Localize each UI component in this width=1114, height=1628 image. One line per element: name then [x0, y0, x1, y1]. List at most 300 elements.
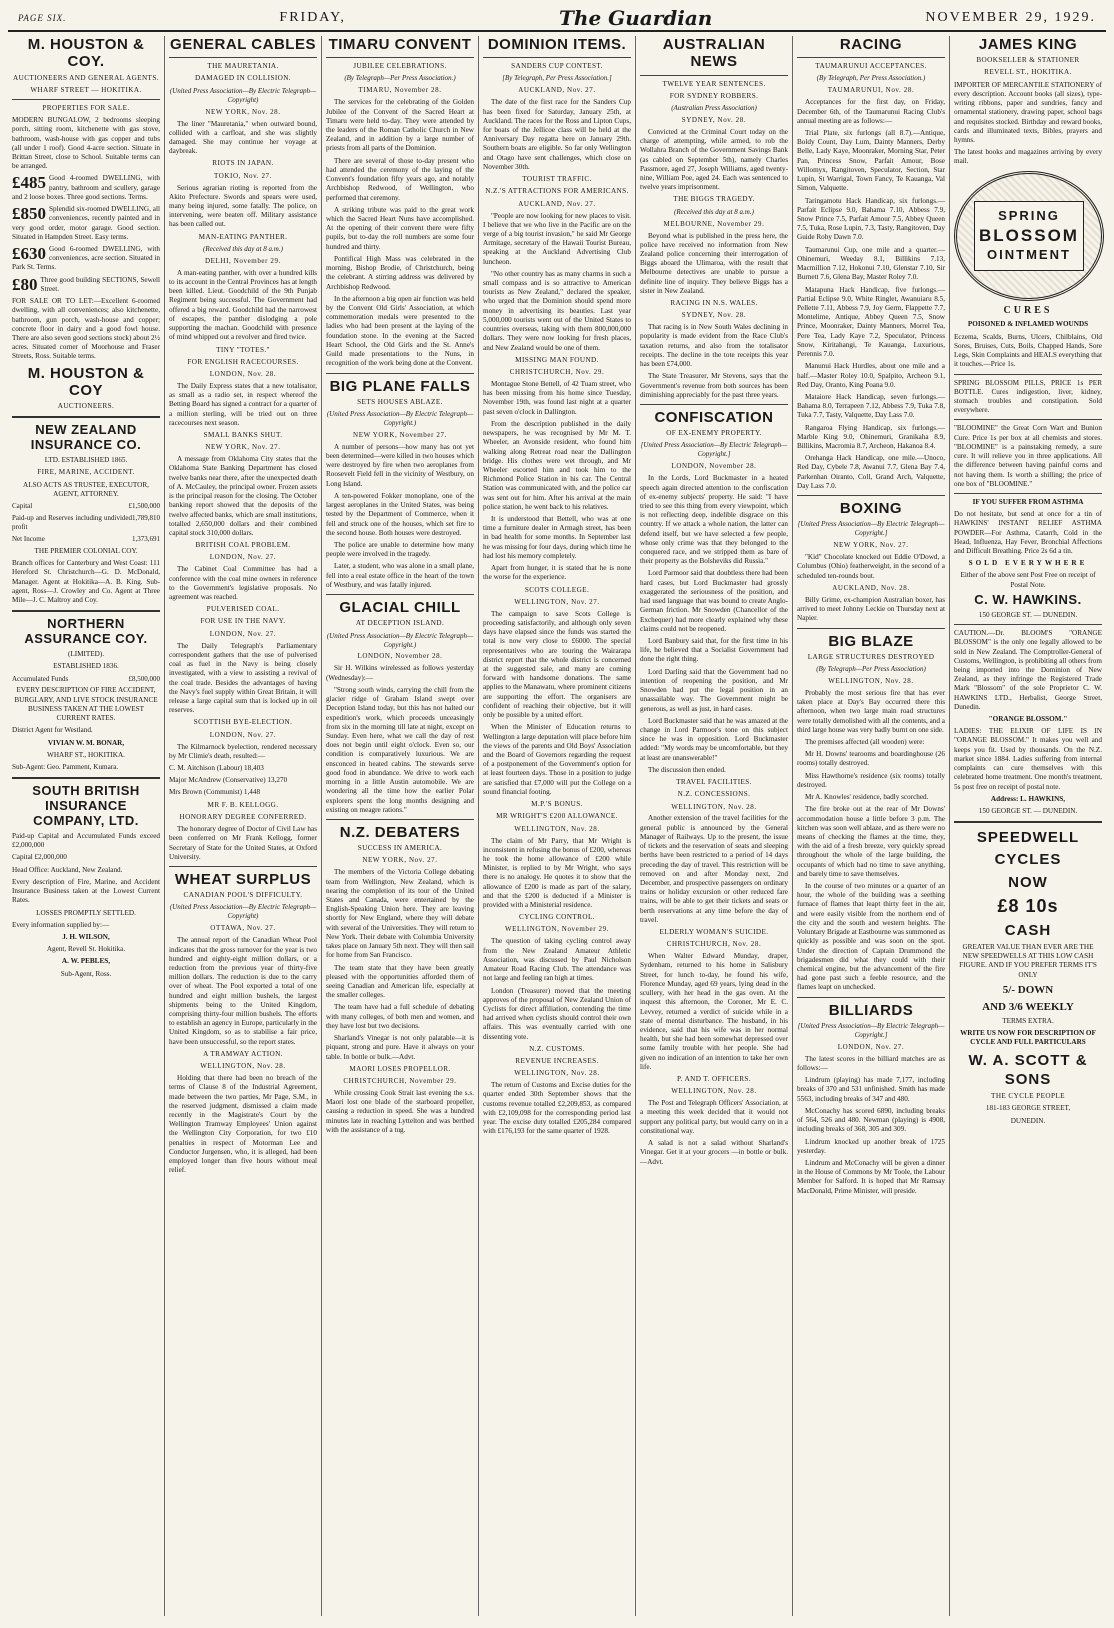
article-text: The services for the celebrating of the Golden Jubilee of the Convent of the Sacred Heart at Timaru were held to-day. They were attended by the leaders of the Roman Catholic Church in New Zealand, and in addition by a large number of priests from all parts of the Dominion.: [326, 98, 474, 153]
sbi-office: Head Office: Auckland, New Zealand.: [12, 865, 123, 874]
northern-established: ESTABLISHED 1836.: [53, 662, 119, 671]
election-result: Major McAndrew (Conservative) 13,270: [169, 776, 288, 785]
pills-text: SPRING BLOSSOM PILLS, PRICE 1s PER BOTTLE. Cures indigestion, liver, kidney, stomach troubles and constipation. Sold everywhere.: [954, 378, 1102, 415]
press-credit: (Australian Press Association): [671, 103, 757, 112]
article-text: Convicted at the Criminal Court today on the charge of attempting, while armed, to rob the Wollahra Branch of the Government Savings Bank (as cabled on September 5th), namely Charles Passmore, aged 27, Joseph Williams, aged twenty-nine, William Poe, aged 24. Each was sentenced to twelve years imprisonment.: [640, 127, 788, 192]
divider: [797, 628, 945, 629]
divider: [640, 75, 788, 76]
houston-address: WHARF STREET — HOKITIKA.: [30, 85, 142, 94]
article-headline: JUBILEE CELEBRATIONS.: [353, 62, 447, 71]
article-text: A ten-powered Fokker monoplane, one of the largest aeroplanes in the United States, was being tested by the Department of Commerce, when it fell and struck one of the houses, which set fire to the second house. Both houses were destroyed.: [326, 491, 474, 537]
james-king-subtitle: BOOKSELLER & STATIONER: [976, 56, 1080, 65]
article-text: Lord Parmoor said that doubtless there had been hard cases, but Lord Buckmaster had grossly exaggerated the seriousness of the position, and had used language that was bound to create Anglo-German friction. Mr Snowden (Chancellor of the Exchequer) had more clearly explained why these claims could not be reopened.: [640, 569, 788, 633]
article-text: Lord Darling said that the Government had no intention of reopening the position, and Mr Snowden had put the legal position in an unassailable way. The Government might be generous, as well as just, in hard cases.: [640, 667, 788, 713]
section-title: BILLIARDS: [828, 1001, 914, 1019]
received-note: (Received this day at 8 a.m.): [674, 207, 754, 216]
article-text: The annual report of the Canadian Wheat Pool indicates that the gross turnover for the year is two hundred and eighty-eight million dollars, or a reduction from the previous year of thirty-five million dollars. The reduction is due to the carry over of wheat. The Pool exported a total of one hundred and eight million bushels, the largest shipments being to the United Kingdom, comprising thirty-four million bushels. The efforts to establish an agency in Europe, particularly in the United Kingdom, so as to stabilise a fair price, have been unsuccessful, so the report states.: [169, 936, 317, 1046]
article-text: "Kid" Chocolate knocked out Eddie O'Dowd, a Columbus (Ohio) featherweight, in the second of a scheduled ten-rounds bout.: [797, 553, 945, 580]
property-description: Splendid six-roomed DWELLING, all conveniences, recently painted and in very good order, motor garage. Good section. Situated in Hampden Street. Easy terms.: [12, 205, 160, 241]
article-text: Later, a student, who was alone in a small plane, fell into a real estate office in the heart of the town of Westbury, and was fatally injured.: [326, 562, 474, 589]
district-agent: District Agent for Westland.: [12, 726, 93, 735]
article-text: Billy Grime, ex-champion Australian boxer, has arrived to meet Johnny Leckie on Thursday next at Napier.: [797, 595, 945, 623]
funds-label: Accumulated Funds: [12, 674, 69, 683]
article-text: Apart from hunger, it is stated that he is none the worse for the experience.: [483, 564, 631, 582]
speedwell-title: SPEEDWELL: [976, 829, 1080, 847]
spring-blossom-seal-icon: [954, 171, 1104, 301]
article-subheadline: HONORARY DEGREE CONFERRED.: [179, 812, 307, 821]
dateline: LONDON, Nov. 27.: [209, 629, 277, 638]
article-subheadline: N.Z.'S ATTRACTIONS FOR AMERICANS.: [485, 187, 629, 196]
article-subheadline: FOR USE IN THE NAVY.: [200, 617, 286, 626]
divider: [954, 493, 1102, 494]
divider: [326, 594, 474, 595]
dateline: LONDON, Nov. 28.: [209, 370, 277, 378]
article-headline: TAUMARUNUI ACCEPTANCES.: [815, 62, 927, 71]
bloomine-text: "BLOOMINE" the Great Corn Wart and Bunion Cure. Price 1s per box at all chemists and stores. "BLOOMINE" is a painstaking remedy, a sure cure. It will relieve you in three applications. All the difference between having painful corns and not having them. Is worth a shilling; the price of one box of "BLOOMINE.": [954, 424, 1102, 488]
now-label: NOW: [1008, 873, 1048, 891]
agent-address: Agent, Revell St. Hokitika.: [46, 945, 126, 954]
article-text: The Kilmarnock byelection, rendered necessary by Mr Climie's death, resulted:—: [169, 742, 317, 760]
article-headline: MAORI LOSES PROPELLOR.: [349, 1064, 451, 1073]
divider: [12, 610, 160, 612]
seal-text: OINTMENT: [987, 246, 1071, 262]
capital-value: 1,373,691: [132, 534, 160, 543]
article-headline: N.Z. CUSTOMS.: [529, 1044, 585, 1053]
dateline: WELLINGTON, Nov. 27.: [514, 597, 600, 606]
dateline: WELLINGTON, Nov. 28.: [514, 1069, 600, 1078]
hawkins-name: C. W. HAWKINS.: [974, 591, 1082, 607]
article-headline: OF EX-ENEMY PROPERTY.: [666, 429, 762, 438]
nzins-types: FIRE, MARINE, ACCIDENT.: [37, 468, 135, 477]
divider: [797, 495, 945, 496]
dateline: NEW YORK, Nov. 27.: [833, 541, 909, 550]
article-text: London (Treasurer) moved that the meeting approves of the proposal of New Zealand Union of Cyclists for direct affiliation, contending the time had arrived when cyclists should control their own affairs. This was eventually carried with one dissenting vote.: [483, 986, 631, 1041]
press-credit: [United Press Association—By Electric Telegraph—Copyright.]: [640, 441, 788, 459]
article-text: That racing is in New South Wales declining in popularity is made evident from the Race Club's taxation returns, and also from the totalisator receipts. The decline in the tote receipts this year has been £74,000.: [640, 323, 788, 369]
article-text: Beyond what is published in the press here, the police have received no information from New Zealand police concerning their interrogation of Biggs aboard the Ulimaroa, with the result that Melbourne detectives are unable to pursue a definite line of inquiry. They believe Biggs has a sister in New Zealand.: [640, 231, 788, 295]
cures-heading: CURES: [1003, 304, 1053, 316]
press-credit: (By Telegraph, Per Press Association.): [816, 74, 926, 83]
northern-description: EVERY DESCRIPTION OF FIRE ACCIDENT, BURGLARY, AND LIVE STOCK INSURANCE BUSINESS TAKEN AT THE LOWEST CURRENT RATES.: [14, 686, 158, 723]
property-listing: [12, 205, 160, 242]
article-text: The State Treasurer, Mr Stevens, says that the Government's revenue from both sources has been diminishing appreciably for the past three years.: [640, 372, 788, 399]
section-title: RACING: [839, 36, 903, 53]
dateline: NEW YORK, Nov. 27.: [205, 443, 281, 452]
article-text: Lindrum (playing) has made 7,177, including breaks of 370 and 531 unfinished. Smith has made 5563, including breaks of 347 and 480.: [797, 1076, 945, 1103]
article-text: Serious agrarian rioting is reported from the Akito Prefecture. Swords and spears were used, many being injured, some fatally. The police, on intervening, were beaten off. Military assistance has been called out.: [169, 183, 317, 229]
scott-address: 181-183 GEORGE STREET,: [985, 1104, 1071, 1113]
dateline: CHRISTCHURCH, November 29.: [343, 1076, 457, 1085]
article-text: The members of the Victoria College debating team from Wellington, New Zealand, which is nearing the completion of its tour of the United States and Canada, were entertained by the English-Speaking Union here. They are leaving shortly for New England, where they will debate with several of the Universities. They will return to New York. Their debate with Columbia University takes place on January 5th next. They will then sail for home from San Francisco.: [326, 868, 474, 960]
article-headline: THE BIGGS TRAGEDY.: [673, 195, 755, 204]
agent-address: WHARF ST., HOKITIKA.: [47, 750, 125, 759]
property-listing: MODERN BUNGALOW, 2 bedrooms sleeping porch, sitting room, kitchenette with gas stove, bathroom, wash-house with gas copper and tubs (all under 1 roof). Good 4-acre section. Situate in Brittan Street, close to School. Suitable terms can be arranged.: [12, 116, 160, 171]
article-text: Lindrum and McConachy will be given a dinner in the House of Commons by Mr Toole, the Labour Member for Salford. It is hoped that Mr Ramsay MacDonald, Prime Minister, will preside.: [797, 1158, 945, 1195]
divider: [640, 404, 788, 405]
scott-subtitle: THE CYCLE PEOPLE: [991, 1092, 1065, 1101]
article-text: A number of persons—how many has not yet been determined—were killed in two houses which were destroyed by fire when two aeroplanes from Roosevelt Field fell in the vicinity of Westbury, on Long Island.: [326, 442, 474, 488]
article-text: Mr H. Downs' tearooms and boardinghouse (26 rooms) totally destroyed.: [797, 750, 945, 768]
dateline: DELHI, November 29.: [205, 256, 281, 265]
article-text: From the description published in the daily newspapers, he was recognised by Mr M. T. Wheeler, an Avonside resident, who found him walking along Retreat road near the Dallington bridge. His clothes were wet through, and Mr Wheeler escorted him and took him to the Richmond Police Station in his car. The Central Station was communicated with, and the police car was sent out for him. After his arrival at the main police station, he went back to his relatives.: [483, 419, 631, 511]
sbi-losses: LOSSES PROMPTLY SETTLED.: [36, 908, 136, 917]
caution-text: CAUTION.—Dr. BLOOM'S "ORANGE BLOSSOM" is the only one legally allowed to be sold in New Zealand. The Comptroller-General of Customs, Wellington, is prohibiting all others from being imported into the Dominion of New Zealand, as they infringe the Registered Trade Mark "Blossom" of the sole Proprietor C. W. HAWKINS LTD., Herbalist, George Street, Dunedin.: [954, 629, 1102, 711]
column-5-australian-news: [636, 36, 793, 1616]
property-description: Three good building SECTIONS, Sewell Street.: [40, 275, 160, 293]
section-title: BOXING: [839, 500, 903, 518]
sub-agent: Sub-Agent: Geo. Pamment, Kumara.: [12, 763, 119, 772]
article-text: "Strong south winds, carrying the chill from the glacier ridge of Graham Island swept over Deception Island today, but this has not halted our expedition's work, which proceeds unceasingly from six in the morning till late at night, except on Sunday. Even here, what we call the day of rest does not begin until eight o'clock. Even so, our condition is comparatively luxurious. We are ensconced in heated cabins. The stewards serve good food in abundance. We drive to work each morning in a little Austin automobile. We are wondering all the time how the earlier Polar explorers spent the long months designing and existing on meagre rations.": [326, 685, 474, 814]
section-title: CONFISCATION: [654, 408, 774, 426]
cycles-title: CYCLES: [994, 851, 1062, 869]
down-payment: 5/- DOWN: [1002, 983, 1054, 996]
divider: [483, 57, 631, 58]
agent-address: Sub-Agent, Ross.: [60, 969, 112, 978]
article-text: "No other country has as many charms in such a small compass and is so attractive to American tourists as New Zealand," declared the speaker, who urged that the Dominion should spend more money in advertising its beauties. Last year 5,000,000 tourists went out of the United States to countries overseas, taking with them 800,000,000 dollars. They were now looking for fresh places, and New Zealand would be one of them.: [483, 269, 631, 352]
dateline: WELLINGTON, Nov. 28.: [828, 676, 914, 685]
capital-row: [12, 514, 160, 532]
section-title: DOMINION ITEMS.: [487, 36, 627, 53]
scott-city: DUNEDIN.: [1010, 1116, 1046, 1125]
received-note: (Received this day at 8 a.m.): [203, 244, 283, 253]
press-credit: (United Press Association—By Electric Telegraph—Copyright): [169, 903, 317, 921]
article-text: The police are unable to determine how many people were involved in the tragedy.: [326, 541, 474, 559]
article-text: Pontifical High Mass was celebrated in the morning, Bishop Brodie, of Christchurch, being the celebrant. A stirring address was delivered by Archbishop Redwood.: [326, 254, 474, 291]
asthma-heading: IF YOU SUFFER FROM ASTHMA: [972, 497, 1084, 506]
article-text: A message from Oklahoma City states that the Oklahoma State Banking Department has closed twelve banks near there, after the unexpected death of A. McCauley, the principal owner. Frozen assets is the principal reason for the closing. The October banking report showed that the deposits of the twelve affected banks, which are small institutions, totalled 2,650,000 dollars and their combined capital stock 310,000 dollars.: [169, 455, 317, 537]
column-1-advertisements: [8, 36, 165, 1616]
houston-title: M. HOUSTON & COY.: [27, 36, 145, 71]
write-us: WRITE US NOW FOR DESCRIPTION OF CYCLE AND FULL PARTICULARS: [960, 1029, 1096, 1047]
article-headline: PULVERISED COAL.: [206, 605, 280, 614]
section-title: TIMARU CONVENT: [328, 36, 472, 53]
article-text: Lord Banbury said that, for the first time in his life, he believed that a Socialist Government had done the right thing.: [640, 637, 788, 664]
article-headline: THE MAURETANIA.: [207, 62, 279, 71]
capital-row: [12, 535, 160, 544]
article-text: The return of Customs and Excise duties for the quarter ended 30th September shows that the customs revenue totalled £2,209,853, as compared with £2,109,098 for the corresponding period last year. The excise duty totalled £205,284 compared with £176,193 for the same quarter of 1928.: [483, 1081, 631, 1136]
press-credit: (United Press Association—By Electric Telegraph—Copyright.): [326, 631, 474, 649]
divider: [954, 624, 1102, 625]
article-text: The premises affected (all wooden) were:: [805, 737, 925, 746]
article-text: "People are now looking for new places to visit. I believe that we who live in the Pacific are on the verge of a big tourist invasion," he said Mr George Armitage, secretary of the Hawaii Tourist Bureau, speaking at the Auckland Advertising Club luncheon.: [483, 211, 631, 266]
column-3-timaru-convent: [322, 36, 479, 1616]
sold-everywhere: SOLD EVERYWHERE: [968, 559, 1088, 568]
press-credit: [United Press Association—By Electric Telegraph—Copyright.]: [797, 1021, 945, 1039]
article-headline: SCOTS COLLEGE.: [524, 585, 590, 594]
article-text: Acceptances for the first day, on Friday, December 6th, of the Taumarunui Racing Club's annual meeting are as follows:—: [797, 98, 945, 125]
article-headline: M.P.'S BONUS.: [531, 800, 583, 809]
article-text: The discussion then ended.: [648, 765, 726, 774]
divider: [954, 419, 1102, 420]
article-text: The date of the first race for the Sanders Cup has been fixed for Saturday, January 25th, at Auckland. The races for the Ross and Lipton Cups, for boats of the Jellicoe class will be held at the Anniversary Day regatta here on January 29th. Southern boats are eligible. So far only Wellington and Otago have sent challenges, which close on November 30th.: [483, 98, 631, 171]
dateline: TOKIO, Nov. 27.: [214, 171, 272, 180]
article-text: Rangaroa Flying Handicap, six furlongs.—Marble King 9.0, Ohinemuri, Granikaha 8.9, Billikins, Macromia 8.7, Archeon, Hakanoa 8.4.: [797, 423, 945, 451]
cash-label: CASH: [1004, 921, 1052, 939]
dateline: CHRISTCHURCH, Nov. 28.: [666, 940, 762, 949]
divider: [326, 57, 474, 58]
article-headline: AT DECEPTION ISLAND.: [355, 619, 445, 628]
article-text: Taringamotu Hack Handicap, six furlongs.—Parfait Eclipse 9.0, Bahama 7.10, Abbess 7.9, Snow Prince 7.5, Parfait Amour 7.5, Abbey Queen 7.5, Tuka, Rose Lupin, 7.3, Tasty, Rangitoven, Day Guide Roby Dawn 7.0.: [797, 196, 945, 242]
houston-footer-title: M. HOUSTON & COY: [27, 364, 145, 399]
dateline: SYDNEY, Nov. 28.: [681, 115, 747, 124]
agent-name: J. H. WILSON,: [62, 933, 110, 942]
press-credit: (United Press Association—By Electric Telegraph—Copyright.): [326, 409, 474, 427]
weekly-payment: AND 3/6 WEEKLY: [982, 1000, 1074, 1013]
dateline: WELLINGTON, Nov. 28.: [671, 1087, 757, 1096]
agent-name: VIVIAN W. M. BONAR,: [47, 738, 125, 747]
dateline: MELBOURNE, November 29.: [663, 219, 765, 228]
article-text: Another extension of the travel facilities for the general public is announced by the General Manager of Railways. Up to the present, the issue of tickets and the reservation of seats and sleeping berths have been restricted to a period of 14 days preceding the day of travel. This restriction will be removed on and after Monday next, 2nd December, and prospective passengers on ordinary trains or holiday excursion or other reduced fare trains, will be able to get their tickets and seats or berth reservations at any time before the day of travel.: [640, 814, 788, 924]
property-listing: FOR SALE OR TO LET:—Excellent 6-roomed dwelling, with all conveniences; also kitchenette, bathroom, gun porch, wash-house and copper; concrete floor in dairy and a good fowl house. There are also seven good sections stock) about 2½ acres. Situated corner of Moorhouse and Fraser Streets, Ross. Suitable terms.: [12, 297, 160, 361]
article-text: The team state that they have been greatly pleased with the opportunities afforded them of seeing Canadian and American life, especially at the smaller colleges.: [326, 963, 474, 1000]
dateline: LONDON, Nov. 27.: [209, 730, 277, 739]
article-headline: CYCLING CONTROL.: [519, 913, 595, 922]
article-headline: P. AND T. OFFICERS.: [676, 1075, 752, 1084]
northern-limited: (LIMITED).: [67, 650, 105, 659]
divider: [12, 416, 160, 418]
sbi-description: Every description of Fire, Marine, and Accident Insurance Business taken at the Lowest Current Rates.: [12, 877, 160, 905]
masthead-day: FRIDAY,: [279, 10, 346, 25]
cures-text: Eczema, Scalds, Burns, Ulcers, Chilblains, Old Sores, Bruises, Cuts, Boils, Chapped Hands, Sore Legs, Skin Complaints and HEALS everything that it touches.—Price 1s.: [954, 332, 1102, 369]
divider: [326, 819, 474, 820]
article-text: Mr A. Knowles' residence, badly scorched.: [805, 793, 929, 802]
article-text: Sir H. Wilkins wirelessed as follows yesterday (Wednesday):—: [326, 664, 474, 682]
press-credit: (United Press Association—By Electric Telegraph—Copyright): [169, 86, 317, 104]
article-headline: RIOTS IN JAPAN.: [212, 159, 274, 168]
article-text: The Cabinet Coal Committee has had a conference with the coal mine owners in reference to the Government's legislative proposals. No agreement was reached.: [169, 565, 317, 602]
northern-title: NORTHERN ASSURANCE COY.: [24, 616, 148, 647]
dateline: LONDON, November 28.: [671, 462, 757, 471]
dateline: LONDON, November 28.: [357, 652, 443, 661]
section-title: BIG PLANE FALLS: [329, 377, 471, 395]
article-text: The team have had a full schedule of debating with many colleges, of both men and women, and they have lost but two decisions.: [326, 1003, 474, 1030]
dateline: SYDNEY, Nov. 28.: [681, 311, 747, 320]
property-listing: [12, 174, 160, 202]
dateline: NEW YORK, Nov. 28.: [205, 107, 281, 116]
article-headline: LARGE STRUCTURES DESTROYED: [807, 652, 935, 661]
article-text: The campaign to save Scots College is proceeding satisfactorily, and although only seven days have elapsed since the funds was started the total is now very close to £6000. The special representatives who are touring the Wairarapa district report that the whole district is concerned at the suggested sale, and many are coming forward with handsome donations. The same applies to the Manawatu, where prominent citizens are supporting the effort. The organisers are confident of reaching their objective, but it will only be possible by a united effort.: [483, 609, 631, 720]
seal-text: SPRING: [998, 207, 1060, 223]
seal-text: BLOSSOM: [979, 225, 1079, 245]
article-text: The question of taking cycling control away from the New Zealand Amateur Athletic Association, was discussed by Paul Nicholson Amateur Road Racing Club. The attendance was not large and feeling ran high at times.: [483, 937, 631, 983]
cycle-price: £8 10s: [997, 895, 1059, 916]
article-headline: SCOTTISH BYE-ELECTION.: [193, 718, 293, 727]
properties-heading: PROPERTIES FOR SALE.: [42, 103, 130, 112]
capital-value: 1,789,810: [132, 514, 160, 523]
dateline: NEW YORK, November 27.: [353, 430, 447, 439]
dateline: WELLINGTON, Nov. 28.: [671, 802, 757, 811]
election-result: Mrs Brown (Communist) 1,448: [169, 788, 261, 797]
dateline: TIMARU, November 28.: [358, 86, 442, 95]
article-subheadline: N.Z. CONCESSIONS.: [677, 790, 751, 799]
james-king-magazines: The latest books and magazines arriving by every mail.: [954, 148, 1102, 166]
ladies-text: LADIES: THE ELIXIR OF LIFE IS IN "ORANGE BLOSSOM." It makes you well and keeps you fit. Used by thousands. On the N.Z. market since 1884. Ladies suffering from internal complaints can cure themselves with this celebrated home treatment. One month's treatment, 5s post free on receipt of postal note.: [954, 727, 1102, 791]
sbi-capital: Paid-up Capital and Accumulated Funds exceed £2,000,000: [12, 832, 160, 850]
article-text: Lord Buckmaster said that he was amazed at the change in Lord Parmoor's tone on this subject since he was in opposition. Lord Buckmaster added: "My words may be uncomfortable, but they at least are unanswerable!": [640, 716, 788, 762]
hawkins-address: 150 GEORGE ST. — DUNEDIN.: [978, 610, 1078, 619]
post-free-note: Either of the above sent Post Free on receipt of Postal Note.: [960, 571, 1096, 589]
column-2-general-cables: [165, 36, 322, 1616]
article-text: McConachy has scored 6890, including breaks of 564, 526 and 480. Newman (playing) is 4908, including breaks of 368, 305 and 309.: [797, 1106, 945, 1134]
article-headline: TRAVEL FACILITIES.: [676, 778, 752, 787]
column-6-racing: [793, 36, 950, 1616]
dateline: AUCKLAND, Nov. 27.: [518, 199, 596, 208]
property-description: Good 4-roomed DWELLING, with pantry, bathroom and scullery, garage and 2 loose boxes. Three good sections. Terms.: [12, 174, 160, 201]
article-text: Montague Stone Bettell, of 42 Tuam street, who has been missing from his home since Tuesday, November 19th, was found last night at a quarter past seven o'clock in Dallington.: [483, 379, 631, 416]
james-king-text: IMPORTER OF MERCANTILE STATIONERY of every description. Account books (all sizes), type-writing ribbons, paper and sundries, fancy and ornamental stationery, drawing paper, school bags and requisites stocked. Birthday and reward books, cards and illuminated texts, Bibles, prayers and hymns.: [954, 80, 1102, 144]
property-price: £630: [12, 244, 46, 263]
article-text: Orehanga Hack Handicap, one mile.—Unoco, Red Day, Cybele 7.8, Awanui 7.7, Glena Bay 7.4, Parkenhan Oiranto, Coll, Grand Arch, Valquette, Day Lass 7.0.: [797, 454, 945, 490]
article-text: Miss Hawthorne's residence (six rooms) totally destroyed.: [797, 771, 945, 789]
james-king-address: REVELL ST., HOKITIKA.: [984, 68, 1072, 77]
article-headline: A TRAMWAY ACTION.: [203, 1049, 283, 1058]
terms-extra: TERMS EXTRA.: [1002, 1017, 1054, 1026]
dateline: LONDON, Nov. 27.: [209, 553, 277, 562]
advertisement: A salad is not a salad without Sharland's Vinegar. Get it at your grocers —in bottle or bulk.—Advt.: [640, 1139, 788, 1166]
property-description: Good 6-roomed DWELLING, with conveniences, acre section. Situated in Park St. Terms.: [12, 245, 160, 272]
article-headline: MR F. B. KELLOGG.: [207, 800, 279, 809]
article-text: The honorary degree of Doctor of Civil Law has been conferred on Mr Frank Kellogg, former Secretary of State for the United States, at Oxford University.: [169, 825, 317, 861]
article-headline: TWELVE YEAR SENTENCES.: [662, 79, 766, 88]
article-subheadline: FOR ENGLISH RACECOURSES.: [187, 357, 299, 366]
columns: [8, 36, 1106, 1616]
cures-subheading: POISONED & INFLAMED WOUNDS: [967, 320, 1089, 329]
orange-blossom-title: "ORANGE BLOSSOM.": [988, 715, 1068, 724]
article-headline: SETS HOUSES ABLAZE.: [357, 397, 443, 406]
article-subheadline: MR WRIGHT'S £200 ALLOWANCE.: [496, 812, 618, 821]
article-text: The fire broke out at the rear of Mr Downs' accommodation house a little before 3 p.m. The kitchen was soon well ablaze, and as there were no means of checking the flames at the time, they, with the aid of a fresh breeze, very quickly spread throughout the whole of the large building, the occupants of which had no time to save anything, and barely time to save themselves.: [797, 805, 945, 878]
dateline: CHRISTCHURCH, Nov. 29.: [509, 368, 605, 377]
advertisement: Sharland's Vinegar is not only palatable—it is piquant, strong and pure. Have it always on your table. In bottle or bulk.—Advt.: [326, 1034, 474, 1061]
hawkins-address-line: 150 GEORGE ST. — DUNEDIN.: [978, 807, 1078, 816]
divider: [12, 99, 160, 100]
speedwell-text: GREATER VALUE THAN EVER ARE THE NEW SPEEDWELLS AT THIS LOW CASH FIGURE. AND IF YOU PREFER TERMS IT'S ONLY: [959, 943, 1097, 979]
divider: [797, 57, 945, 58]
article-text: When the Minister of Education returns to Wellington a large deputation will place before him the views of the parents and Old Boys' Association and the Board of Governors regarding the request of a postponement of the Government's option for at least fourteen days. Those in a position to judge are satisfied that £7,000 will put the College on a sound financial footing.: [483, 723, 631, 796]
article-text: Lindrum knocked up another break of 1725 yesterday.: [797, 1137, 945, 1155]
article-headline: SANDERS CUP CONTEST.: [511, 62, 603, 71]
property-listing: [12, 276, 160, 294]
article-headline: MISSING MAN FOUND.: [515, 355, 599, 364]
section-title: BIG BLAZE: [828, 632, 914, 650]
article-subheadline: DAMAGED IN COLLISION.: [194, 74, 292, 83]
article-headline: RACING IN N.S. WALES.: [670, 299, 758, 308]
hawkins-address-label: Address: L. HAWKINS,: [990, 794, 1066, 803]
divider: [954, 821, 1102, 823]
section-title: AUSTRALIAN NEWS: [662, 36, 766, 71]
divider: [169, 866, 317, 867]
capital-label: Capital: [12, 502, 33, 511]
divider: [326, 373, 474, 374]
sbi-info: Every information supplied by:—: [12, 920, 110, 929]
masthead-date: NOVEMBER 29, 1929.: [925, 10, 1096, 25]
nzins-also: ALSO ACTS AS TRUSTEE, EXECUTOR, AGENT, ATTORNEY.: [23, 480, 149, 498]
article-text: While crossing Cook Strait last evening the s.s. Maori lost one blade of the starboard propeller, causing a reduction in speed. She was a hundred minutes late in reaching Lyttelton and was berthed with the assistance of a tug.: [326, 1088, 474, 1134]
article-text: A man-eating panther, with over a hundred kills to its account in the Central Provinces has at length been killed. Lieut. Goodchild of the 9th Punjab Regiment being successful. The Government had offered a big reward. Goodchild had the narrowest of escapes, the panther dislodging a pole supporting the machan. Goodchild with presence of mind whipped out a revolver and fired twice.: [169, 268, 317, 342]
divider: [954, 374, 1102, 375]
article-text: A striking tribute was paid to the great work which the Sacred Heart Nuns have accomplished. At the opening of their convent there were fifty pupils, but to-day the roll numbers are some four hundred and thirty.: [326, 205, 474, 251]
branch-offices: Branch offices for Canterbury and West Coast: 111 Hereford St. Christchurch—G. D. McDonald, Manager. Agent at Hokitika—A. B. King. Sub-agent, Ross—J. Crowley and Co. Agent at Three Mile—J. C. Maltroy and Coy.: [12, 559, 160, 604]
article-text: Holding that there had been no breach of the terms of Clause 8 of the Industrial Agreement, made between the two parties, Mr Page, S.M., in the reserved judgment, dismissed a claim made recently in the Magistrate's Court by the Wellington Tramway Employees' Union against the Wellington City Corporation, for two £10 penalties in respect of Motorman Lee and Conductor Jurgensen, who, it is alleged, had been employed longer than five hours without meal relief.: [169, 1074, 317, 1175]
column-4-dominion-items: [479, 36, 636, 1616]
divider: [797, 997, 945, 998]
capital-label: Net Income: [12, 534, 45, 543]
article-headline: SMALL BANKS SHUT.: [203, 431, 283, 440]
article-text: In the course of two minutes or a quarter of an hour, the whole of the building was a seething furnace of flames that leapt thirty feet in the air, and were easily visible from the northern end of the city and the south and western heights. The Voluntary Brigade at Eastbourne was summoned as quickly as possible and was soon on the spot. Under the direction of Captain Drummond the brigadesmen did what they could with their chemical engine, but the advancement of the fire had gone past such a feeble resource, and the flames leapt on unchecked.: [797, 882, 945, 992]
article-text: Probably the most serious fire that has ever taken place at Day's Bay occurred there this afternoon, when two large main road structures were totally demolished with all the contents, and a third large house was very badly burnt on one side.: [797, 688, 945, 734]
article-text: The latest scores in the billiard matches are as follows:—: [797, 1054, 945, 1072]
section-title: GENERAL CABLES: [170, 36, 316, 53]
nzins-title: NEW ZEALAND INSURANCE CO.: [30, 422, 142, 453]
houston-footer-sub: AUCTIONEERS.: [57, 402, 115, 411]
divider: [12, 777, 160, 779]
article-text: Manunui Hack Hurdles, about one mile and a half.—Master Roley 10.0, Spalpito, Archeon 9.1, Red Day, Oranto, King Poana 9.0.: [797, 362, 945, 389]
dateline: LONDON, Nov. 27.: [837, 1042, 905, 1051]
article-headline: MAN-EATING PANTHER.: [198, 232, 288, 241]
houston-subtitle: AUCTIONEERS AND GENERAL AGENTS.: [13, 73, 159, 82]
seal-inner: [974, 201, 1084, 271]
article-headline: SUCCESS IN AMERICA.: [357, 844, 443, 853]
dateline: OTTAWA, Nov. 27.: [210, 924, 276, 933]
capital-label: Paid-up and Reserves including undivided profit: [12, 514, 132, 531]
capital-row: [12, 502, 160, 511]
newspaper-title: The Guardian: [559, 6, 713, 30]
press-credit: [By Telegraph, Per Press Association.]: [502, 74, 612, 83]
section-title: GLACIAL CHILL: [339, 599, 461, 617]
article-subheadline: FOR SYDNEY ROBBERS.: [669, 91, 759, 100]
section-title: N.Z. DEBATERS: [339, 823, 461, 841]
article-text: When Walter Edward Munday, draper, Sydenham, returned to his home in Salisbury Street, for lunch to-day, he found his wife, Florence Munday, aged 69 years, lying dead in the scullery, with her head in the gas oven. At the inquest this afternoon, the Coroner, Mr E. C. Levvey, returned a verdict of suicide while in a state of mental disturbance. The husband, in his evidence, said that his wife was in her normal health, but she had been somewhat depressed over some family trouble with her people. She had given no indication of an intention to take her own life.: [640, 952, 788, 1071]
funds-value: £8,500,000: [128, 674, 160, 683]
page-label: PAGE SIX.: [18, 13, 67, 23]
article-text: The liner "Mauretania," when outward bound, collided with a carfloat, and she was slightly damaged. She may continue her voyage at daybreak.: [169, 119, 317, 156]
article-text: The claim of Mr Parry, that Mr Wright is inconsistent in refusing the bonus of £200, whereas he took the home allowance of £200 while Minister, is replied to by Mr Wright, who says there is no analogy. He quotes it to show that the allowance of £200 is made as part of the salary, and that the £200 is deducted if a Minister is provided with a Ministerial residence.: [483, 836, 631, 910]
agent-name: A. W. PEBLES,: [61, 957, 111, 966]
sbi-title: SOUTH BRITISH INSURANCE COMPANY, LTD.: [32, 783, 140, 829]
press-credit: (By Telegraph—Per Press Association): [816, 664, 926, 673]
article-text: Matapuna Hack Handicap, five furlongs.—Partial Eclipse 9.0, White Ringlet, Awanuiaru 8.5, Pellette 7.11, Abbess 7.9, Joy Germ, Flappette 7.7, Montelime, Antique, Abbey Queen 7.5, Snow Prince, Moonraker, Dainty Manners, Morrel Tea, Pere Tea, Lady Kaye 7.2, Speculator, Princess Snow, Kiritahangi, Te Kauanga, Luxurious, Perennis 7.0.: [797, 285, 945, 359]
dateline: NEW YORK, Nov. 27.: [362, 856, 438, 865]
dateline: WELLINGTON, November 29.: [504, 925, 610, 934]
masthead: [8, 6, 1106, 32]
dateline: WELLINGTON, Nov. 28.: [514, 824, 600, 833]
sbi-capital: Capital £2,000,000: [12, 853, 67, 862]
press-credit: [United Press Association—By Electric Telegraph—Copyright.]: [797, 520, 945, 538]
article-text: In the Lords, Lord Buckmaster in a heated speech again directed attention to the confiscation of ex-enemy subjects' property. He said: "I have tried to see this thing from every viewpoint, which is not reflecting deep, indelible disgrace on this country. If we attack a whole nation, the latter can defend itself, but we have selected a few people, whose only crime was that they belonged to the conquered race, and we stripped them as bare of their property as the Bolsheviks did Russia.": [640, 474, 788, 566]
dateline: AUCKLAND, Nov. 28.: [832, 583, 910, 592]
election-result: C. M. Aitchison (Labour) 18,403: [169, 763, 264, 772]
article-text: The Post and Telegraph Officers' Association, at a meeting this week decided that it would not support any political party, but would carry on in a constitutional way.: [640, 1099, 788, 1135]
article-text: The Daily Telegraph's Parliamentary correspondent gathers that the use of pulverised coal as fuel in the Navy is being closely investigated, with a view to assisting a revival of the coal trade. Besides the advantages of having the Navy's fuel supply within Great Britain, it will release a large capital sum that is locked up in oil reserves.: [169, 641, 317, 715]
funds-row: [12, 675, 160, 684]
property-listing: [12, 245, 160, 273]
dateline: TAUMARUNUI, Nov. 28.: [827, 86, 915, 95]
asthma-text: Do not hesitate, but send at once for a tin of HAWKINS' INSTANT RELIEF ASTHMA POWDER—For Asthma, Catarrh, Cold in the Head, Influenza, Hay Fever, Bronchial Affections and Difficult Breathing. Price 2s 6d a tin.: [954, 510, 1102, 556]
property-price: £850: [12, 204, 46, 224]
article-headline: BRITISH COAL PROBLEM.: [195, 541, 291, 550]
property-price: £485: [12, 173, 46, 193]
article-text: It is understood that Bettell, who was at one time a furniture dealer in Armagh street, has been in bad health for some months. In September last he was missing for four days, during which time he had lost his memory completely.: [483, 515, 631, 560]
capital-value: £1,500,000: [128, 502, 160, 511]
article-text: Trial Plate, six furlongs (all 8.7).—Antique, Boldy Count, Day Lum, Dainty Manners, Derby Belle, Lady Kaye, Moonraker, Morning Star, Peter Pan, Princess Snow, Parfait Amour, Bose Willomyx, Rangitoven, Speculator, Section, Star Lupin, St Warrigal, Town Fancy, Te Kauanga, Val Simon, Valquette.: [797, 129, 945, 193]
property-price: £80: [12, 274, 38, 294]
scott-title: W. A. SCOTT & SONS: [968, 1051, 1088, 1088]
article-headline: CANADIAN POOL'S DIFFICULTY.: [183, 891, 303, 900]
james-king-title: JAMES KING: [978, 36, 1078, 53]
article-headline: TOURIST TRAFFIC.: [522, 175, 592, 184]
dateline: AUCKLAND, Nov. 27.: [518, 86, 596, 95]
article-text: Taumarunui Cup, one mile and a quarter.—Ohinemuri, Weeday 8.1, Billikins 7.13, Macmillion 7.12, Hokonui 7.10, Glenstar 7.10, Sir Burnett 7.6, Glena Bay, Master Roley 7.0.: [797, 245, 945, 282]
